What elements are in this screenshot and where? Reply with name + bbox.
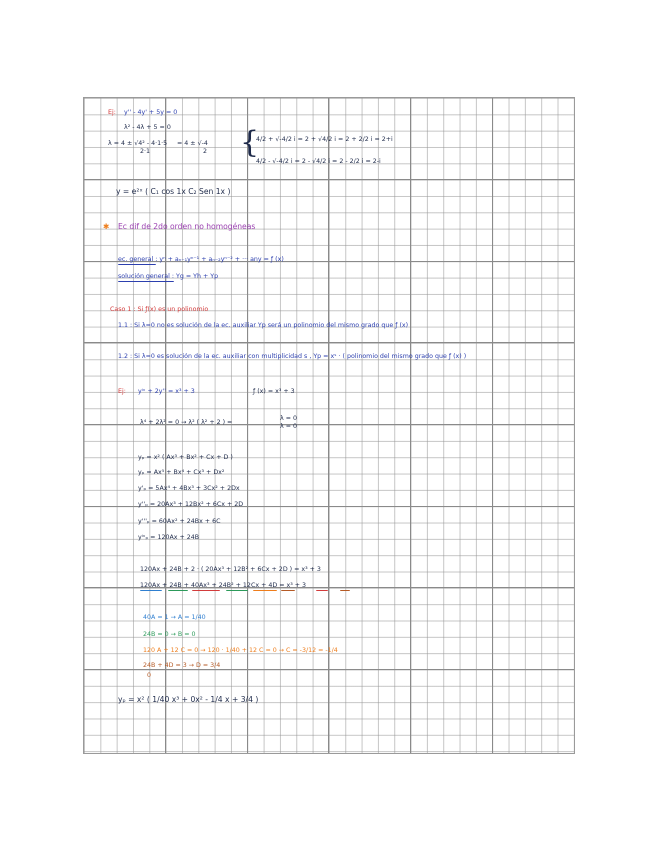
general-equation: ec. general : yⁿ + aₙ₋₁yⁿ⁻¹ + aₙ₋₂yⁿ⁻² + ··· any = ƒ (x) <box>118 256 284 263</box>
underline-red <box>316 590 328 591</box>
general-solution: solución general : Yg = Yh + Yp <box>118 273 219 280</box>
equation-ode-2: yⁱᵛ + 2y'' = x³ + 3 <box>138 388 195 395</box>
case-1-1: 1.1 : Si λ=0 no es solución de la ec. auxiliar Yp será un polinomio del mismo grado que ƒ (x) <box>118 322 409 329</box>
equation-ode: y'' - 4y' + 5y = 0 <box>124 109 178 116</box>
substitution-expanded: 120Ax + 24B + 40Ax³ + 24B² + 12Cx + 4D = x³ + 3 <box>140 582 307 589</box>
coefficient-a: 40A = 1 → A = 1/40 <box>143 614 206 621</box>
grid-major-line <box>492 98 493 753</box>
case-title: Caso 1 : Si ƒ(x) es un polinomio <box>110 306 209 313</box>
coefficient-b: 24B = 0 → B = 0 <box>143 631 196 638</box>
final-particular-solution: yₚ = x² ( 1/40 x³ + 0x² - 1/4 x + 3/4 ) <box>118 695 259 704</box>
quadratic-step: = 4 ± √-4 <box>177 140 208 147</box>
aux-root-2: λ = 0 <box>280 423 298 430</box>
brace-symbol: { <box>240 125 260 160</box>
particular-form: yₚ = x² ( Ax³ + Bx² + Cx + D ) <box>138 454 233 461</box>
grid-major-line <box>84 342 574 343</box>
root-one: 4/2 + √-4/2 i = 2 + √4/2 i = 2 + 2/2 i = 2+i <box>256 136 393 143</box>
example-label: Ej: <box>118 388 126 395</box>
case-1-2: 1.2 : Si λ=0 es solución de la ec. auxiliar con multiplicidad s , Yp = xˢ · ( polinomio del mismo grado que ƒ (x) ) <box>118 353 467 360</box>
underline-brown <box>281 590 295 591</box>
underline-blue <box>140 590 162 591</box>
coefficient-d-sub: 0 <box>147 672 152 679</box>
quadratic-denominator: 2·1 <box>140 148 151 155</box>
auxiliary-equation: λ² - 4λ + 5 = 0 <box>124 124 171 131</box>
auxiliary-equation-2: λ⁴ + 2λ² = 0 → λ² ( λ² + 2 ) = <box>140 419 233 426</box>
grid-major-line <box>84 179 574 180</box>
underline-red <box>192 590 220 591</box>
coefficient-c: 120 A + 12 C = 0 → 120 · 1/40 + 12 C = 0 → C = -3/12 = -1/4 <box>143 647 338 654</box>
section-heading: Ec dif de 2do orden no homogéneas <box>118 222 256 231</box>
underline-green <box>226 590 248 591</box>
forcing-function: ƒ (x) = x³ + 3 <box>253 388 295 395</box>
underline <box>118 281 174 282</box>
underline-orange <box>253 590 277 591</box>
fourth-derivative: yⁱᵛₚ = 120Ax + 24B <box>138 534 200 541</box>
underline <box>118 264 156 265</box>
example-label: Ej: <box>108 109 116 116</box>
particular-expanded: yₚ = Ax⁵ + Bx⁴ + Cx³ + Dx² <box>138 469 225 476</box>
third-derivative: y'''ₚ = 60Ax² + 24Bx + 6C <box>138 518 221 525</box>
grid-major-line <box>410 98 411 753</box>
aux-root-1: λ = 0 <box>280 415 298 422</box>
quadratic-step-denominator: 2 <box>203 148 208 155</box>
root-two: 4/2 - √-4/2 i = 2 - √4/2 i = 2 - 2/2 i = 2-i <box>256 158 381 165</box>
substitution: 120Ax + 24B + 2 · ( 20Ax³ + 12B² + 6Cx + 2D ) = x³ + 3 <box>140 566 321 573</box>
coefficient-d: 24B + 4D = 3 → D = 3/4 <box>143 662 221 669</box>
star-icon: ✱ <box>103 222 110 231</box>
first-derivative: y'ₚ = 5Ax⁴ + 4Bx³ + 3Cx² + 2Dx <box>138 485 240 492</box>
underline-green <box>168 590 188 591</box>
quadratic-formula: λ = 4 ± √4² - 4·1·5 <box>108 140 168 147</box>
homogeneous-solution: y = e²ˣ ( C₁ cos 1x C₂ Sen 1x ) <box>116 187 231 196</box>
second-derivative: y''ₚ = 20Ax³ + 12Bx² + 6Cx + 2D <box>138 501 244 508</box>
underline-brown <box>340 590 350 591</box>
